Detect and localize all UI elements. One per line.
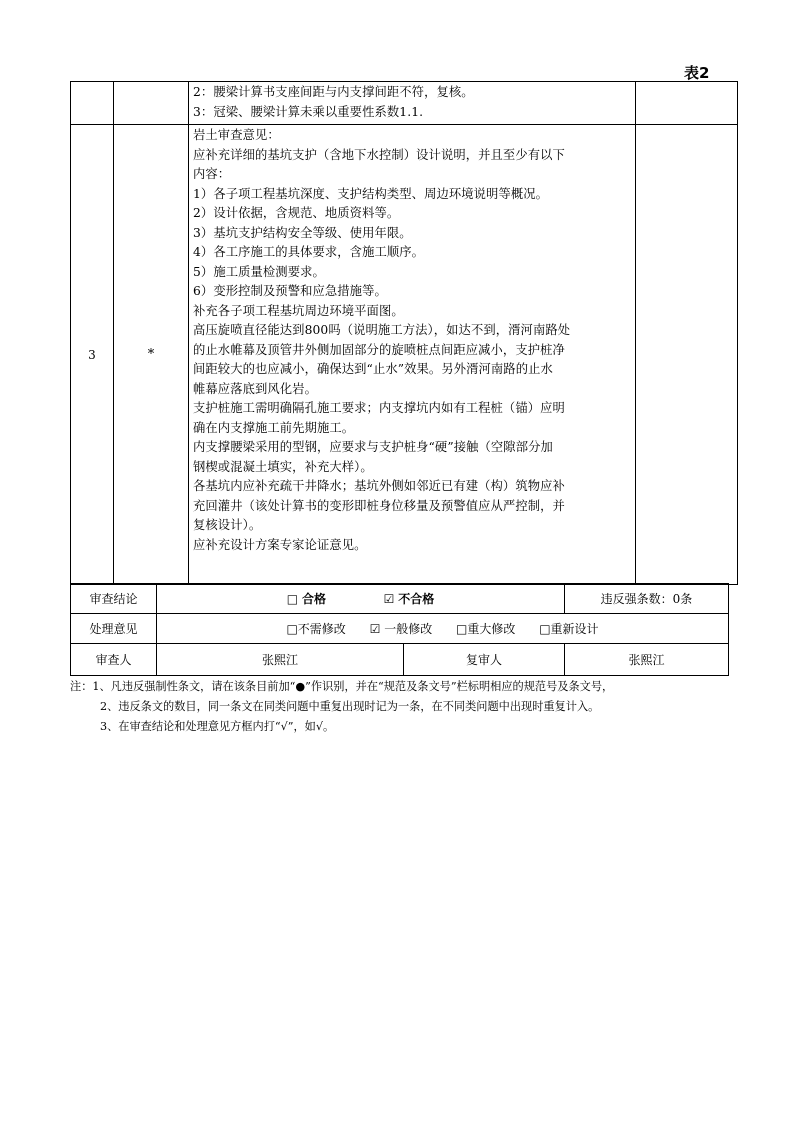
conclusion-row [71, 584, 729, 614]
comment-line: 应补充详细的基坑支护（含地下水控制）设计说明，并且至少有以下 [193, 147, 565, 162]
footnotes [70, 677, 750, 737]
footnote-line: 2、违反条文的数目，同一条文在同类问题中重复出现时记为一条，在不同类问题中出现时重复计入。 [100, 700, 600, 713]
comment-line: 6）变形控制及预警和应急措施等。 [193, 284, 387, 298]
comment-content-cell [189, 125, 636, 585]
conclusion-options [157, 584, 565, 614]
conclusion-label: 审查结论 [71, 584, 157, 614]
comment-line: 应补充设计方案专家论证意见。 [193, 537, 367, 552]
comment-line: 2：腰梁计算书支座间距与内支撑间距不符，复核。 [193, 85, 474, 99]
comment-line: 间距较大的也应减小，确保达到“止水”效果。另外湑河南路的止水 [193, 362, 553, 376]
comment-line: 补充各子项工程基坑周边环境平面图。 [193, 303, 404, 318]
option-major-change[interactable]: □重大修改 [456, 622, 516, 636]
rechecker-name: 张熙江 [565, 644, 729, 676]
violation-count: 违反强条数：0条 [565, 584, 729, 614]
option-no-change[interactable]: □不需修改 [286, 622, 346, 636]
reviewer-name: 张熙江 [157, 644, 404, 676]
comment-line: 内支撑腰梁采用的型钢，应要求与支护桩身“硬”接触（空隙部分加 [193, 440, 553, 454]
comment-line: 复核设计）。 [193, 518, 262, 532]
reviewer-label: 审查人 [71, 644, 157, 676]
mark-cell: * [114, 125, 189, 585]
comment-line: 的止水帷幕及顶管井外侧加固部分的旋喷桩点间距应减小，支护桩净 [193, 342, 565, 357]
handling-row [71, 614, 729, 644]
comment-line: 各基坑内应补充疏干井降水；基坑外侧如邻近已有建（构）筑物应补 [193, 479, 565, 493]
item-number-cell: 3 [71, 125, 114, 585]
rechecker-label: 复审人 [404, 644, 565, 676]
comment-line: 帷幕应落底到风化岩。 [193, 381, 317, 396]
code-clause-cell [636, 82, 738, 125]
comment-line: 充回灌井（该处计算书的变形即桩身位移量及预警值应从严控制，并 [193, 498, 565, 513]
comment-line: 确在内支撑施工前先期施工。 [193, 420, 355, 435]
handling-label: 处理意见 [71, 614, 157, 644]
comment-line: 2）设计依据，含规范、地质资料等。 [193, 206, 400, 220]
comment-heading: 岩土审查意见： [193, 128, 280, 142]
reviewer-row [71, 644, 729, 676]
footnote-line: 注：1、凡违反强制性条文，请在该条目前加“●”作识别，并在“规范及条文号”栏标明相应的规范号及条文号， [70, 680, 614, 693]
comment-line: 4）各工序施工的具体要求，含施工顺序。 [193, 245, 425, 259]
comment-line: 5）施工质量检测要求。 [193, 264, 325, 279]
item-number-cell [71, 82, 114, 125]
handling-options [157, 614, 729, 644]
comment-line: 3：冠梁、腰梁计算未乘以重要性系数1.1. [193, 104, 424, 119]
code-clause-cell [636, 125, 738, 585]
comment-line: 支护桩施工需明确隔孔施工要求；内支撑坑内如有工程桩（锚）应明 [193, 401, 565, 415]
review-comments-table [70, 81, 738, 585]
comment-line: 1）各子项工程基坑深度、支护结构类型、周边环境说明等概况。 [193, 186, 549, 201]
table-row [71, 125, 738, 585]
table-number-label: 表2 [684, 64, 710, 82]
comment-line: 内容： [193, 167, 231, 181]
option-general-change[interactable]: ☑ 一般修改 [369, 622, 433, 636]
pass-checkbox[interactable]: □ [286, 592, 299, 606]
pass-label: 合格 [301, 592, 326, 606]
table-row [71, 82, 738, 125]
review-summary-table [70, 583, 729, 676]
footnote-line: 3、在审查结论和处理意见方框内打“√”，如√。 [100, 720, 335, 733]
mark-cell [114, 82, 189, 125]
comment-content-cell [189, 82, 636, 125]
fail-label: 不合格 [398, 592, 435, 606]
fail-checkbox[interactable]: ☑ [383, 592, 395, 606]
comment-line: 高压旋喷直径能达到800吗（说明施工方法），如达不到，湑河南路处 [193, 323, 571, 337]
comment-line: 3）基坑支护结构安全等级、使用年限。 [193, 225, 412, 240]
option-redesign[interactable]: □重新设计 [539, 622, 599, 636]
comment-line: 钢楔或混凝土填实，补充大样）。 [193, 459, 373, 474]
